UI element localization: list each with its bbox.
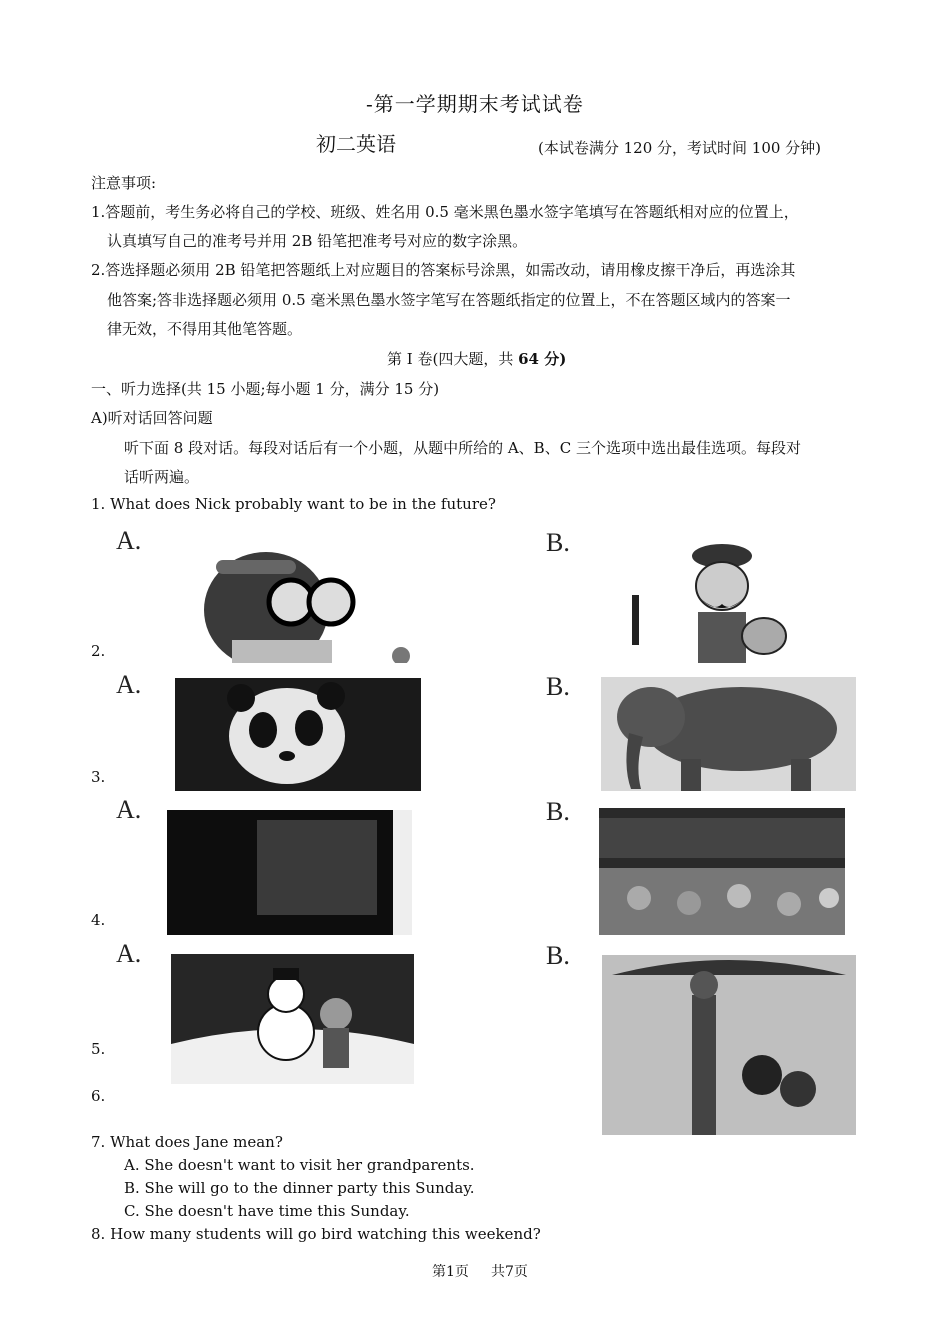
- q1-option-a-label: A.: [116, 526, 142, 555]
- supermarket-image: [599, 808, 845, 935]
- panda-image: [175, 678, 421, 791]
- umbrella-rain-image: [602, 955, 856, 1135]
- part-title-suffix: 分): [538, 350, 567, 368]
- question-1: 1. What does Nick probably want to be in the future?: [91, 495, 496, 513]
- question-4-number: 4.: [91, 911, 106, 929]
- painter-cartoon-image: [630, 540, 788, 663]
- question-7: 7. What does Jane mean?: [91, 1133, 283, 1151]
- q3-option-b-label: B.: [546, 797, 570, 826]
- note-2-line-3: 律无效，不得用其他笔答题。: [107, 320, 303, 338]
- note-2-line-2: 他答案;答非选择题必须用 0.5 毫米黑色墨水签字笔写在答题纸指定的位置上，不在答题区域内的答案一: [107, 291, 791, 309]
- elephant-image: [601, 677, 856, 791]
- page-number: 第1页: [432, 1264, 469, 1280]
- part-title-prefix: 第 I 卷(四大题，共: [387, 350, 519, 368]
- question-5-number: 5.: [91, 1040, 106, 1058]
- q7-option-b: B. She will go to the dinner party this Sunday.: [124, 1179, 475, 1197]
- instruction-line-1: 听下面 8 段对话。每段对话后有一个小题，从题中所给的 A、B、C 三个选项中选出最佳选项。每段对: [124, 439, 801, 457]
- q1-option-b-label: B.: [546, 528, 570, 557]
- question-2-number: 2.: [91, 642, 106, 660]
- instruction-line-2: 话听两遍。: [124, 468, 200, 486]
- dark-room-image: [167, 810, 412, 935]
- snowman-image: [171, 954, 414, 1084]
- question-3-number: 3.: [91, 768, 106, 786]
- q4-option-b-label: B.: [546, 941, 570, 970]
- q7-option-a: A. She doesn't want to visit her grandparents.: [124, 1156, 475, 1174]
- q4-option-a-label: A.: [116, 939, 142, 968]
- total-pages: 共7页: [491, 1264, 528, 1280]
- part-title: [387, 348, 566, 369]
- question-6-number: 6.: [91, 1087, 106, 1105]
- note-1-line-2: 认真填写自己的准考号并用 2B 铅笔把准考号对应的数字涂黑。: [107, 232, 528, 250]
- q3-option-a-label: A.: [116, 795, 142, 824]
- doctor-cartoon-image: [196, 540, 414, 663]
- listening-heading: 一、听力选择(共 15 小题;每小题 1 分，满分 15 分): [91, 380, 440, 398]
- q2-option-a-label: A.: [116, 670, 142, 699]
- note-2-line-1: 2.答选择题必须用 2B 铅笔把答题纸上对应题目的答案标号涂黑，如需改动，请用橡皮擦干净后，再选涂其: [91, 261, 796, 279]
- notes-heading: 注意事项:: [91, 174, 157, 192]
- subject-title: 初二英语: [316, 132, 396, 156]
- note-1-line-1: 1.答题前，考生务必将自己的学校、班级、姓名用 0.5 毫米黑色墨水签字笔填写在答题纸相对应的位置上，: [91, 203, 799, 221]
- question-8: 8. How many students will go bird watching this weekend?: [91, 1225, 541, 1243]
- q7-option-c: C. She doesn't have time this Sunday.: [124, 1202, 410, 1220]
- page-title: -第一学期期末考试试卷: [366, 92, 584, 116]
- part-title-score: 64: [518, 350, 539, 368]
- exam-info: (本试卷满分 120 分，考试时间 100 分钟): [538, 139, 822, 157]
- sub-section-a: A)听对话回答问题: [91, 409, 213, 427]
- q2-option-b-label: B.: [546, 672, 570, 701]
